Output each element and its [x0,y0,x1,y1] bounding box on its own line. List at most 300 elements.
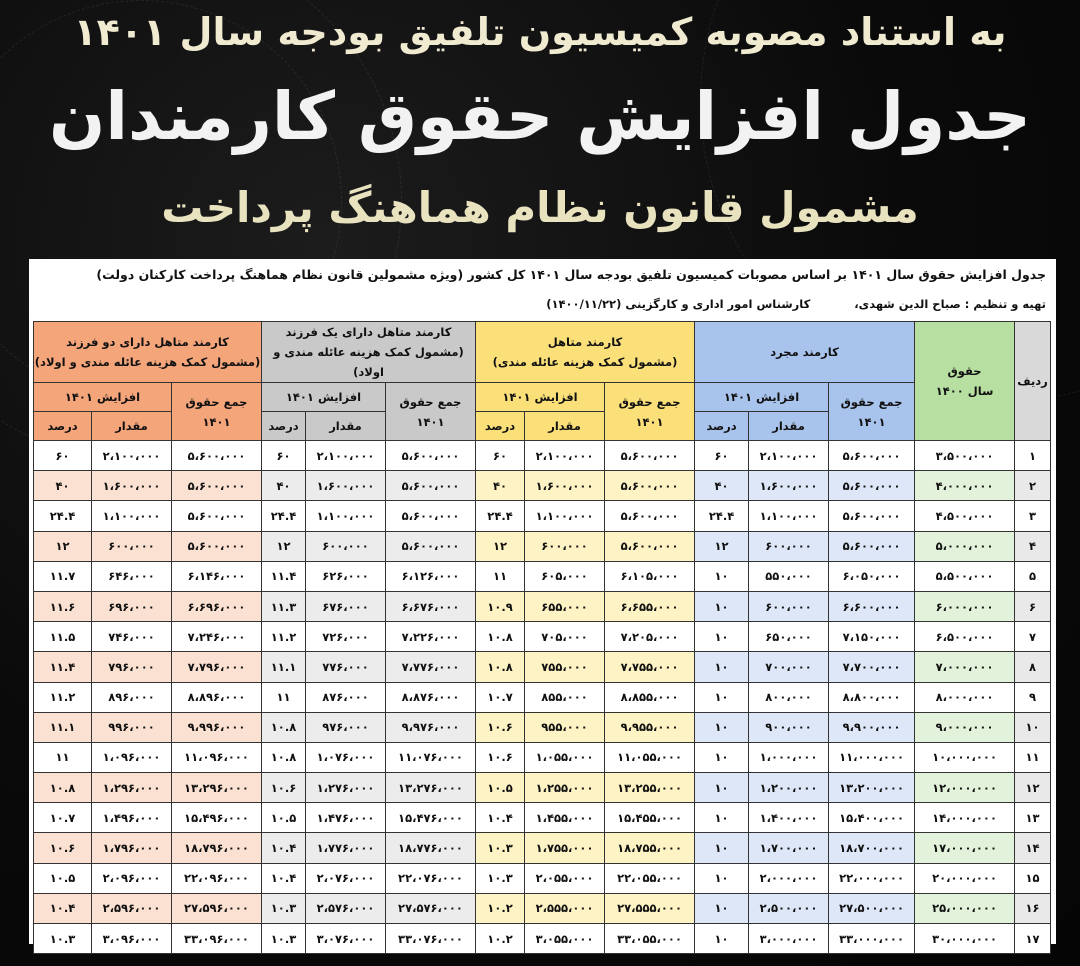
total-salary-cell: ۱۳،۲۵۵،۰۰۰ [605,773,695,803]
total-salary-cell: ۷،۷۰۰،۰۰۰ [829,652,915,682]
row-number-cell: ۱۲ [1015,773,1051,803]
increase-percent-cell: ۱۰.۸ [262,712,306,742]
total-salary-cell: ۱۸،۷۷۶،۰۰۰ [386,833,476,863]
total-salary-cell: ۱۳،۲۰۰،۰۰۰ [829,773,915,803]
col-total-header [605,383,695,441]
salary-table [33,321,1051,954]
table-row [34,471,1051,501]
increase-amount-cell: ۲،۵۰۰،۰۰۰ [749,893,829,923]
total-salary-cell: ۳۳،۰۰۰،۰۰۰ [829,924,915,954]
header-line-3: مشمول قانون نظام هماهنگ پرداخت [161,183,919,232]
increase-amount-cell: ۱،۴۹۶،۰۰۰ [92,803,172,833]
row-number-cell: ۱۷ [1015,924,1051,954]
base-salary-cell: ۷،۰۰۰،۰۰۰ [915,652,1015,682]
col-base-header [915,322,1015,441]
increase-amount-cell: ۷۰۰،۰۰۰ [749,652,829,682]
total-salary-cell: ۵،۶۰۰،۰۰۰ [605,501,695,531]
row-number-cell: ۲ [1015,471,1051,501]
col-percent-header: درصد [695,412,749,441]
total-salary-cell: ۵،۶۰۰،۰۰۰ [172,441,262,471]
increase-amount-cell: ۱،۴۰۰،۰۰۰ [749,803,829,833]
increase-percent-cell: ۱۰.۶ [476,742,525,772]
total-salary-cell: ۵،۶۰۰،۰۰۰ [386,501,476,531]
increase-percent-cell: ۱۰.۸ [476,622,525,652]
total-salary-cell: ۵،۶۰۰،۰۰۰ [172,501,262,531]
table-row [34,833,1051,863]
base-salary-cell: ۸،۰۰۰،۰۰۰ [915,682,1015,712]
row-number-cell: ۵ [1015,561,1051,591]
sheet-title: جدول افزایش حقوق سال ۱۴۰۱ بر اساس مصوبات کمیسیون تلفیق بودجه سال ۱۴۰۱ کل کشور (ویژه مشمولین قانون نظام هماهنگ پرداخت کارکنان دولت) [96,267,1046,282]
increase-amount-cell: ۶۰۰،۰۰۰ [92,531,172,561]
increase-percent-cell: ۱۱.۶ [34,591,92,621]
increase-amount-cell: ۷۹۶،۰۰۰ [92,652,172,682]
increase-percent-cell: ۱۰.۵ [262,803,306,833]
increase-percent-cell: ۱۱.۴ [34,652,92,682]
total-salary-cell: ۶،۶۹۶،۰۰۰ [172,591,262,621]
increase-percent-cell: ۴۰ [34,471,92,501]
increase-percent-cell: ۱۰.۹ [476,591,525,621]
increase-amount-cell: ۱،۷۵۵،۰۰۰ [525,833,605,863]
base-salary-cell: ۹،۰۰۰،۰۰۰ [915,712,1015,742]
row-number-cell: ۸ [1015,652,1051,682]
group-title: کارمند متاهل دارای دو فرزند [66,335,229,349]
table-row [34,561,1051,591]
total-salary-cell: ۹،۹۵۵،۰۰۰ [605,712,695,742]
salary-table-body [34,441,1051,954]
total-salary-cell: ۲۷،۵۷۶،۰۰۰ [386,893,476,923]
total-salary-cell: ۹،۹۰۰،۰۰۰ [829,712,915,742]
increase-percent-cell: ۲۴.۴ [34,501,92,531]
base-salary-cell: ۶،۰۰۰،۰۰۰ [915,591,1015,621]
increase-percent-cell: ۴۰ [262,471,306,501]
total-salary-cell: ۲۷،۵۰۰،۰۰۰ [829,893,915,923]
total-salary-cell: ۷،۷۷۶،۰۰۰ [386,652,476,682]
increase-amount-cell: ۶۲۶،۰۰۰ [306,561,386,591]
increase-percent-cell: ۶۰ [262,441,306,471]
increase-amount-cell: ۶۰۰،۰۰۰ [525,531,605,561]
increase-percent-cell: ۱۰ [695,591,749,621]
group-subtitle: (مشمول کمک هزینه عائله مندی و اولاد) [273,345,464,379]
base-salary-cell: ۴،۵۰۰،۰۰۰ [915,501,1015,531]
row-number-cell: ۱۵ [1015,863,1051,893]
col-amount-header: مقدار [306,412,386,441]
total-salary-cell: ۵،۶۰۰،۰۰۰ [605,531,695,561]
total-salary-cell: ۵،۶۰۰،۰۰۰ [386,471,476,501]
col-total-header [172,383,262,441]
increase-amount-cell: ۷۰۵،۰۰۰ [525,622,605,652]
increase-amount-cell: ۲،۰۹۶،۰۰۰ [92,863,172,893]
increase-percent-cell: ۱۲ [695,531,749,561]
increase-amount-cell: ۶۰۵،۰۰۰ [525,561,605,591]
increase-amount-cell: ۱،۷۷۶،۰۰۰ [306,833,386,863]
col-total-line2: ۱۴۰۱ [635,414,664,429]
increase-percent-cell: ۱۰ [695,712,749,742]
total-salary-cell: ۱۱،۰۰۰،۰۰۰ [829,742,915,772]
group-header-two-children [34,322,262,383]
increase-amount-cell: ۶۹۶،۰۰۰ [92,591,172,621]
increase-amount-cell: ۱،۰۰۰،۰۰۰ [749,742,829,772]
increase-percent-cell: ۱۰.۳ [476,833,525,863]
increase-percent-cell: ۱۰.۴ [262,863,306,893]
increase-percent-cell: ۱۰ [695,924,749,954]
base-salary-cell: ۲۵،۰۰۰،۰۰۰ [915,893,1015,923]
increase-percent-cell: ۱۱.۴ [262,561,306,591]
increase-percent-cell: ۱۰.۳ [262,893,306,923]
increase-percent-cell: ۱۰ [695,863,749,893]
increase-amount-cell: ۱،۴۷۶،۰۰۰ [306,803,386,833]
total-salary-cell: ۶،۶۷۶،۰۰۰ [386,591,476,621]
increase-percent-cell: ۶۰ [34,441,92,471]
increase-amount-cell: ۹۹۶،۰۰۰ [92,712,172,742]
base-salary-cell: ۱۲،۰۰۰،۰۰۰ [915,773,1015,803]
increase-amount-cell: ۱،۰۹۶،۰۰۰ [92,742,172,772]
increase-percent-cell: ۱۰.۶ [262,773,306,803]
total-salary-cell: ۳۳،۰۵۵،۰۰۰ [605,924,695,954]
total-salary-cell: ۲۲،۰۹۶،۰۰۰ [172,863,262,893]
increase-percent-cell: ۱۱.۲ [262,622,306,652]
increase-percent-cell: ۱۲ [476,531,525,561]
poster-header [0,0,1080,255]
base-salary-cell: ۶،۵۰۰،۰۰۰ [915,622,1015,652]
row-number-cell: ۶ [1015,591,1051,621]
increase-percent-cell: ۱۲ [34,531,92,561]
increase-percent-cell: ۱۰ [695,682,749,712]
col-percent-header: درصد [476,412,525,441]
increase-amount-cell: ۱،۷۹۶،۰۰۰ [92,833,172,863]
increase-percent-cell: ۱۱.۵ [34,622,92,652]
sheet-author: تهیه و تنظیم : صباح الدین شهدی، [854,297,1046,311]
base-salary-cell: ۵،۵۰۰،۰۰۰ [915,561,1015,591]
increase-amount-cell: ۶۰۰،۰۰۰ [749,531,829,561]
col-increase-header: افزایش ۱۴۰۱ [262,383,386,412]
table-row [34,924,1051,954]
total-salary-cell: ۱۸،۷۵۵،۰۰۰ [605,833,695,863]
table-row [34,441,1051,471]
increase-percent-cell: ۱۰ [695,742,749,772]
increase-amount-cell: ۱،۰۵۵،۰۰۰ [525,742,605,772]
total-salary-cell: ۳۳،۰۷۶،۰۰۰ [386,924,476,954]
table-row [34,863,1051,893]
total-salary-cell: ۷،۱۵۰،۰۰۰ [829,622,915,652]
increase-amount-cell: ۸۹۶،۰۰۰ [92,682,172,712]
increase-amount-cell: ۲،۱۰۰،۰۰۰ [749,441,829,471]
increase-percent-cell: ۴۰ [476,471,525,501]
total-salary-cell: ۵،۶۰۰،۰۰۰ [605,471,695,501]
increase-amount-cell: ۱،۶۰۰،۰۰۰ [525,471,605,501]
col-increase-header: افزایش ۱۴۰۱ [476,383,605,412]
increase-amount-cell: ۸۷۶،۰۰۰ [306,682,386,712]
col-row-header: ردیف [1015,322,1051,441]
increase-amount-cell: ۶۴۶،۰۰۰ [92,561,172,591]
increase-percent-cell: ۱۰.۳ [34,924,92,954]
total-salary-cell: ۱۸،۷۰۰،۰۰۰ [829,833,915,863]
total-salary-cell: ۷،۲۴۶،۰۰۰ [172,622,262,652]
group-header-one-child [262,322,476,383]
col-total-line1: جمع حقوق [840,394,903,409]
total-salary-cell: ۹،۹۹۶،۰۰۰ [172,712,262,742]
increase-amount-cell: ۳،۰۵۵،۰۰۰ [525,924,605,954]
table-row [34,531,1051,561]
total-salary-cell: ۱۱،۰۹۶،۰۰۰ [172,742,262,772]
increase-amount-cell: ۲،۵۵۵،۰۰۰ [525,893,605,923]
base-salary-cell: ۵،۰۰۰،۰۰۰ [915,531,1015,561]
increase-amount-cell: ۷۲۶،۰۰۰ [306,622,386,652]
total-salary-cell: ۲۷،۵۹۶،۰۰۰ [172,893,262,923]
increase-amount-cell: ۱،۲۰۰،۰۰۰ [749,773,829,803]
table-row [34,501,1051,531]
total-salary-cell: ۵،۶۰۰،۰۰۰ [386,441,476,471]
increase-amount-cell: ۶۵۵،۰۰۰ [525,591,605,621]
group-title: کارمند متاهل [547,335,623,349]
increase-percent-cell: ۱۱ [34,742,92,772]
table-row [34,682,1051,712]
increase-percent-cell: ۲۴.۴ [476,501,525,531]
row-number-cell: ۳ [1015,501,1051,531]
increase-percent-cell: ۱۰.۶ [34,833,92,863]
total-salary-cell: ۱۳،۲۹۶،۰۰۰ [172,773,262,803]
total-salary-cell: ۲۷،۵۵۵،۰۰۰ [605,893,695,923]
base-salary-cell: ۳۰،۰۰۰،۰۰۰ [915,924,1015,954]
increase-amount-cell: ۱،۱۰۰،۰۰۰ [525,501,605,531]
increase-percent-cell: ۱۰.۲ [476,893,525,923]
increase-amount-cell: ۲،۰۰۰،۰۰۰ [749,863,829,893]
total-salary-cell: ۸،۸۰۰،۰۰۰ [829,682,915,712]
increase-percent-cell: ۱۱.۷ [34,561,92,591]
increase-percent-cell: ۱۰.۳ [476,863,525,893]
increase-amount-cell: ۶۷۶،۰۰۰ [306,591,386,621]
col-increase-header: افزایش ۱۴۰۱ [695,383,829,412]
increase-amount-cell: ۲،۱۰۰،۰۰۰ [306,441,386,471]
increase-percent-cell: ۱۰ [695,622,749,652]
increase-amount-cell: ۱،۴۵۵،۰۰۰ [525,803,605,833]
table-row [34,652,1051,682]
base-salary-cell: ۱۷،۰۰۰،۰۰۰ [915,833,1015,863]
increase-percent-cell: ۱۰ [695,833,749,863]
total-salary-cell: ۱۱،۰۷۶،۰۰۰ [386,742,476,772]
increase-percent-cell: ۱۰.۷ [476,682,525,712]
col-base-line2: سال ۱۴۰۰ [935,384,994,398]
col-total-line1: جمع حقوق [399,394,462,409]
total-salary-cell: ۱۸،۷۹۶،۰۰۰ [172,833,262,863]
increase-amount-cell: ۷۷۶،۰۰۰ [306,652,386,682]
group-subtitle: (مشمول کمک هزینه عائله مندی) [492,355,678,369]
base-salary-cell: ۲۰،۰۰۰،۰۰۰ [915,863,1015,893]
increase-percent-cell: ۱۱.۱ [34,712,92,742]
sheet-role: کارشناس امور اداری و کارگزینی (۱۴۰۰/۱۱/۲۲) [546,297,811,311]
increase-amount-cell: ۱،۱۰۰،۰۰۰ [306,501,386,531]
increase-amount-cell: ۲،۱۰۰،۰۰۰ [92,441,172,471]
increase-amount-cell: ۹۵۵،۰۰۰ [525,712,605,742]
total-salary-cell: ۲۲،۰۷۶،۰۰۰ [386,863,476,893]
increase-amount-cell: ۹۰۰،۰۰۰ [749,712,829,742]
increase-percent-cell: ۱۰.۴ [34,893,92,923]
group-header-single [695,322,915,383]
increase-percent-cell: ۱۰ [695,561,749,591]
total-salary-cell: ۵،۶۰۰،۰۰۰ [829,531,915,561]
increase-percent-cell: ۱۰ [695,893,749,923]
increase-amount-cell: ۱،۶۰۰،۰۰۰ [306,471,386,501]
col-amount-header: مقدار [749,412,829,441]
increase-amount-cell: ۳،۰۰۰،۰۰۰ [749,924,829,954]
base-salary-cell: ۱۰،۰۰۰،۰۰۰ [915,742,1015,772]
increase-amount-cell: ۱،۷۰۰،۰۰۰ [749,833,829,863]
increase-percent-cell: ۱۰.۵ [476,773,525,803]
total-salary-cell: ۸،۸۵۵،۰۰۰ [605,682,695,712]
table-row [34,591,1051,621]
increase-amount-cell: ۲،۵۹۶،۰۰۰ [92,893,172,923]
increase-percent-cell: ۱۰.۸ [262,742,306,772]
table-row [34,773,1051,803]
col-percent-header: درصد [34,412,92,441]
total-salary-cell: ۱۵،۴۰۰،۰۰۰ [829,803,915,833]
total-salary-cell: ۷،۷۹۶،۰۰۰ [172,652,262,682]
col-total-line1: جمع حقوق [618,394,681,409]
increase-percent-cell: ۱۰.۶ [476,712,525,742]
increase-percent-cell: ۲۴.۴ [262,501,306,531]
group-subtitle: (مشمول کمک هزینه عائله مندی و اولاد) [34,355,261,369]
increase-percent-cell: ۶۰ [695,441,749,471]
col-base-line1: حقوق [947,364,982,378]
col-percent-header: درصد [262,412,306,441]
increase-percent-cell: ۱۰.۴ [476,803,525,833]
increase-percent-cell: ۱۰ [695,803,749,833]
total-salary-cell: ۹،۹۷۶،۰۰۰ [386,712,476,742]
header-line-1: به استناد مصوبه کمیسیون تلفیق بودجه سال ۱۴۰۱ [73,10,1007,54]
col-total-line2: ۱۴۰۱ [202,414,231,429]
total-salary-cell: ۵،۶۰۰،۰۰۰ [829,501,915,531]
increase-amount-cell: ۱،۶۰۰،۰۰۰ [749,471,829,501]
total-salary-cell: ۱۱،۰۵۵،۰۰۰ [605,742,695,772]
increase-amount-cell: ۳،۰۷۶،۰۰۰ [306,924,386,954]
salary-sheet [29,259,1056,944]
col-total-header [829,383,915,441]
total-salary-cell: ۵،۶۰۰،۰۰۰ [172,531,262,561]
total-salary-cell: ۸،۸۷۶،۰۰۰ [386,682,476,712]
total-salary-cell: ۲۲،۰۵۵،۰۰۰ [605,863,695,893]
col-amount-header: مقدار [525,412,605,441]
increase-amount-cell: ۷۴۶،۰۰۰ [92,622,172,652]
increase-percent-cell: ۱۱ [262,682,306,712]
increase-percent-cell: ۱۰.۸ [476,652,525,682]
group-title: کارمند مجرد [770,345,839,359]
increase-amount-cell: ۱،۱۰۰،۰۰۰ [92,501,172,531]
increase-percent-cell: ۱۰.۵ [34,863,92,893]
increase-amount-cell: ۱،۲۵۵،۰۰۰ [525,773,605,803]
row-number-cell: ۱۴ [1015,833,1051,863]
total-salary-cell: ۱۵،۴۵۵،۰۰۰ [605,803,695,833]
increase-amount-cell: ۳،۰۹۶،۰۰۰ [92,924,172,954]
base-salary-cell: ۴،۰۰۰،۰۰۰ [915,471,1015,501]
increase-percent-cell: ۶۰ [476,441,525,471]
increase-amount-cell: ۱،۲۹۶،۰۰۰ [92,773,172,803]
increase-amount-cell: ۱،۰۷۶،۰۰۰ [306,742,386,772]
increase-amount-cell: ۶۰۰،۰۰۰ [306,531,386,561]
increase-percent-cell: ۱۲ [262,531,306,561]
group-title: کارمند متاهل دارای یک فرزند [285,325,452,339]
increase-amount-cell: ۲،۰۵۵،۰۰۰ [525,863,605,893]
total-salary-cell: ۶،۱۲۶،۰۰۰ [386,561,476,591]
increase-amount-cell: ۲،۱۰۰،۰۰۰ [525,441,605,471]
total-salary-cell: ۶،۶۰۰،۰۰۰ [829,591,915,621]
table-row [34,712,1051,742]
row-number-cell: ۱۰ [1015,712,1051,742]
increase-amount-cell: ۱،۲۷۶،۰۰۰ [306,773,386,803]
increase-amount-cell: ۱،۶۰۰،۰۰۰ [92,471,172,501]
total-salary-cell: ۳۳،۰۹۶،۰۰۰ [172,924,262,954]
total-salary-cell: ۵،۶۰۰،۰۰۰ [829,471,915,501]
sheet-credits [506,297,1046,311]
base-salary-cell: ۱۴،۰۰۰،۰۰۰ [915,803,1015,833]
table-row [34,803,1051,833]
table-row [34,622,1051,652]
total-salary-cell: ۶،۱۰۵،۰۰۰ [605,561,695,591]
increase-percent-cell: ۱۰.۴ [262,833,306,863]
increase-percent-cell: ۱۱.۱ [262,652,306,682]
row-number-cell: ۴ [1015,531,1051,561]
total-salary-cell: ۷،۲۲۶،۰۰۰ [386,622,476,652]
total-salary-cell: ۵،۶۰۰،۰۰۰ [829,441,915,471]
header-line-2: جدول افزایش حقوق کارمندان [48,78,1031,155]
base-salary-cell: ۳،۵۰۰،۰۰۰ [915,441,1015,471]
increase-percent-cell: ۱۱.۲ [34,682,92,712]
table-row [34,742,1051,772]
increase-percent-cell: ۲۴.۴ [695,501,749,531]
increase-percent-cell: ۱۰.۳ [262,924,306,954]
total-salary-cell: ۶،۱۴۶،۰۰۰ [172,561,262,591]
increase-percent-cell: ۱۰.۲ [476,924,525,954]
increase-amount-cell: ۱،۱۰۰،۰۰۰ [749,501,829,531]
increase-percent-cell: ۱۰ [695,652,749,682]
increase-percent-cell: ۱۱ [476,561,525,591]
col-increase-header: افزایش ۱۴۰۱ [34,383,172,412]
col-total-line2: ۱۴۰۱ [416,414,445,429]
row-number-cell: ۱ [1015,441,1051,471]
group-header-married [476,322,695,383]
increase-amount-cell: ۹۷۶،۰۰۰ [306,712,386,742]
row-number-cell: ۷ [1015,622,1051,652]
col-total-line2: ۱۴۰۱ [857,414,886,429]
table-row [34,893,1051,923]
increase-amount-cell: ۷۵۵،۰۰۰ [525,652,605,682]
row-number-cell: ۱۱ [1015,742,1051,772]
increase-percent-cell: ۱۰.۷ [34,803,92,833]
increase-percent-cell: ۱۰.۸ [34,773,92,803]
total-salary-cell: ۱۵،۴۷۶،۰۰۰ [386,803,476,833]
increase-amount-cell: ۸۰۰،۰۰۰ [749,682,829,712]
total-salary-cell: ۸،۸۹۶،۰۰۰ [172,682,262,712]
total-salary-cell: ۲۲،۰۰۰،۰۰۰ [829,863,915,893]
increase-amount-cell: ۲،۵۷۶،۰۰۰ [306,893,386,923]
increase-amount-cell: ۶۵۰،۰۰۰ [749,622,829,652]
total-salary-cell: ۵،۶۰۰،۰۰۰ [172,471,262,501]
col-total-header [386,383,476,441]
increase-amount-cell: ۶۰۰،۰۰۰ [749,591,829,621]
total-salary-cell: ۷،۲۰۵،۰۰۰ [605,622,695,652]
total-salary-cell: ۷،۷۵۵،۰۰۰ [605,652,695,682]
increase-amount-cell: ۵۵۰،۰۰۰ [749,561,829,591]
total-salary-cell: ۱۵،۴۹۶،۰۰۰ [172,803,262,833]
col-amount-header: مقدار [92,412,172,441]
row-number-cell: ۱۳ [1015,803,1051,833]
total-salary-cell: ۱۳،۲۷۶،۰۰۰ [386,773,476,803]
increase-amount-cell: ۲،۰۷۶،۰۰۰ [306,863,386,893]
increase-amount-cell: ۸۵۵،۰۰۰ [525,682,605,712]
total-salary-cell: ۵،۶۰۰،۰۰۰ [605,441,695,471]
increase-percent-cell: ۱۰ [695,773,749,803]
col-total-line1: جمع حقوق [185,394,248,409]
total-salary-cell: ۶،۰۵۰،۰۰۰ [829,561,915,591]
total-salary-cell: ۵،۶۰۰،۰۰۰ [386,531,476,561]
